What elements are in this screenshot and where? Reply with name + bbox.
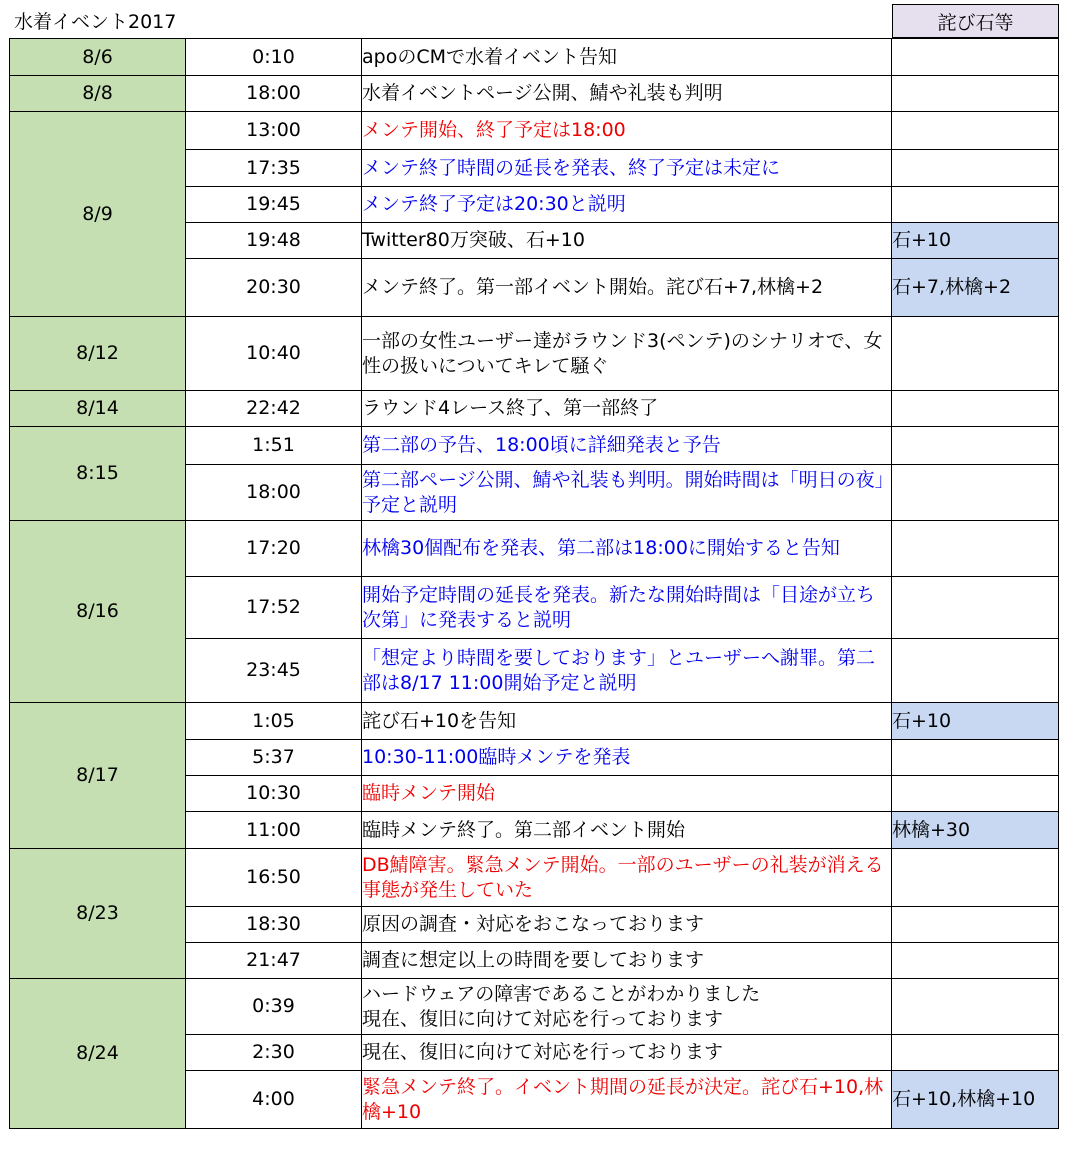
- time-cell: 21:47: [186, 943, 362, 979]
- date-cell: 8/14: [10, 391, 186, 427]
- apology-note-cell: [892, 577, 1059, 639]
- table-row: [10, 427, 1059, 465]
- table-row: [10, 317, 1059, 391]
- table-row: [10, 76, 1059, 112]
- time-cell: 18:00: [186, 465, 362, 521]
- time-cell: 11:00: [186, 812, 362, 849]
- date-cell: 8:15: [10, 427, 186, 521]
- time-cell: 20:30: [186, 259, 362, 317]
- description-cell: 林檎30個配布を発表、第二部は18:00に開始すると告知: [362, 521, 892, 577]
- description-cell: ラウンド4レース終了、第一部終了: [362, 391, 892, 427]
- apology-column-header: 詫び石等: [892, 4, 1059, 38]
- table-row: [10, 39, 1059, 76]
- description-cell: ハードウェアの障害であることがわかりました 現在、復旧に向けて対応を行っております: [362, 979, 892, 1035]
- table-row: [10, 979, 1059, 1035]
- sheet-title: 水着イベント2017: [14, 11, 177, 33]
- description-cell: 現在、復旧に向けて対応を行っております: [362, 1035, 892, 1071]
- description-cell: メンテ終了時間の延長を発表、終了予定は未定に: [362, 150, 892, 187]
- description-cell: DB鯖障害。緊急メンテ開始。一部のユーザーの礼装が消える事態が発生していた: [362, 849, 892, 907]
- date-cell: 8/24: [10, 979, 186, 1129]
- table-row: [10, 849, 1059, 907]
- time-cell: 17:35: [186, 150, 362, 187]
- table-row: [10, 521, 1059, 577]
- date-cell: 8/9: [10, 112, 186, 317]
- description-cell: メンテ開始、終了予定は18:00: [362, 112, 892, 150]
- date-cell: 8/17: [10, 703, 186, 849]
- time-cell: 22:42: [186, 391, 362, 427]
- table-row: [10, 112, 1059, 150]
- description-cell: 「想定より時間を要しております」とユーザーへ謝罪。第二部は8/17 11:00開始予定と説明: [362, 639, 892, 703]
- apology-note-cell: [892, 1035, 1059, 1071]
- description-cell: 詫び石+10を告知: [362, 703, 892, 740]
- description-cell: Twitter80万突破、石+10: [362, 223, 892, 259]
- date-cell: 8/8: [10, 76, 186, 112]
- description-cell: 緊急メンテ終了。イベント期間の延長が決定。詫び石+10,林檎+10: [362, 1071, 892, 1129]
- description-cell: メンテ終了予定は20:30と説明: [362, 187, 892, 223]
- apology-note-cell: [892, 639, 1059, 703]
- description-cell: 水着イベントページ公開、鯖や礼装も判明: [362, 76, 892, 112]
- apology-note-cell: 林檎+30: [892, 812, 1059, 849]
- time-cell: 17:20: [186, 521, 362, 577]
- time-cell: 4:00: [186, 1071, 362, 1129]
- date-cell: 8/12: [10, 317, 186, 391]
- time-cell: 1:51: [186, 427, 362, 465]
- description-cell: 第二部ページ公開、鯖や礼装も判明。開始時間は「明日の夜」予定と説明: [362, 465, 892, 521]
- description-cell: 10:30-11:00臨時メンテを発表: [362, 740, 892, 776]
- time-cell: 1:05: [186, 703, 362, 740]
- apology-note-cell: [892, 465, 1059, 521]
- description-cell: 臨時メンテ終了。第二部イベント開始: [362, 812, 892, 849]
- time-cell: 13:00: [186, 112, 362, 150]
- time-cell: 17:52: [186, 577, 362, 639]
- time-cell: 23:45: [186, 639, 362, 703]
- description-cell: 一部の女性ユーザー達がラウンド3(ペンテ)のシナリオで、女性の扱いについてキレて騒ぐ: [362, 317, 892, 391]
- date-cell: 8/16: [10, 521, 186, 703]
- apology-note-cell: [892, 849, 1059, 907]
- apology-note-cell: 石+10: [892, 223, 1059, 259]
- apology-note-cell: 石+10: [892, 703, 1059, 740]
- apology-note-cell: 石+7,林檎+2: [892, 259, 1059, 317]
- apology-note-cell: [892, 112, 1059, 150]
- description-cell: 臨時メンテ開始: [362, 776, 892, 812]
- apology-note-cell: [892, 187, 1059, 223]
- time-cell: 19:48: [186, 223, 362, 259]
- event-timeline-table: [9, 38, 1059, 1129]
- description-cell: 開始予定時間の延長を発表。新たな開始時間は「目途が立ち次第」に発表すると説明: [362, 577, 892, 639]
- time-cell: 0:10: [186, 39, 362, 76]
- apology-note-cell: [892, 150, 1059, 187]
- time-cell: 0:39: [186, 979, 362, 1035]
- description-cell: 第二部の予告、18:00頃に詳細発表と予告: [362, 427, 892, 465]
- apology-note-cell: 石+10,林檎+10: [892, 1071, 1059, 1129]
- apology-note-cell: [892, 979, 1059, 1035]
- description-cell: apoのCMで水着イベント告知: [362, 39, 892, 76]
- apology-note-cell: [892, 740, 1059, 776]
- description-cell: 調査に想定以上の時間を要しております: [362, 943, 892, 979]
- time-cell: 19:45: [186, 187, 362, 223]
- apology-note-cell: [892, 391, 1059, 427]
- description-cell: メンテ終了。第一部イベント開始。詫び石+7,林檎+2: [362, 259, 892, 317]
- time-cell: 5:37: [186, 740, 362, 776]
- time-cell: 10:40: [186, 317, 362, 391]
- description-cell: 原因の調査・対応をおこなっております: [362, 907, 892, 943]
- date-cell: 8/6: [10, 39, 186, 76]
- time-cell: 10:30: [186, 776, 362, 812]
- apology-note-cell: [892, 317, 1059, 391]
- timeline-body: [10, 39, 1059, 1129]
- time-cell: 18:00: [186, 76, 362, 112]
- time-cell: 2:30: [186, 1035, 362, 1071]
- apology-note-cell: [892, 76, 1059, 112]
- apology-note-cell: [892, 907, 1059, 943]
- apology-note-cell: [892, 943, 1059, 979]
- table-row: [10, 703, 1059, 740]
- time-cell: 16:50: [186, 849, 362, 907]
- apology-note-cell: [892, 776, 1059, 812]
- apology-note-cell: [892, 39, 1059, 76]
- table-row: [10, 391, 1059, 427]
- date-cell: 8/23: [10, 849, 186, 979]
- apology-note-cell: [892, 521, 1059, 577]
- apology-note-cell: [892, 427, 1059, 465]
- time-cell: 18:30: [186, 907, 362, 943]
